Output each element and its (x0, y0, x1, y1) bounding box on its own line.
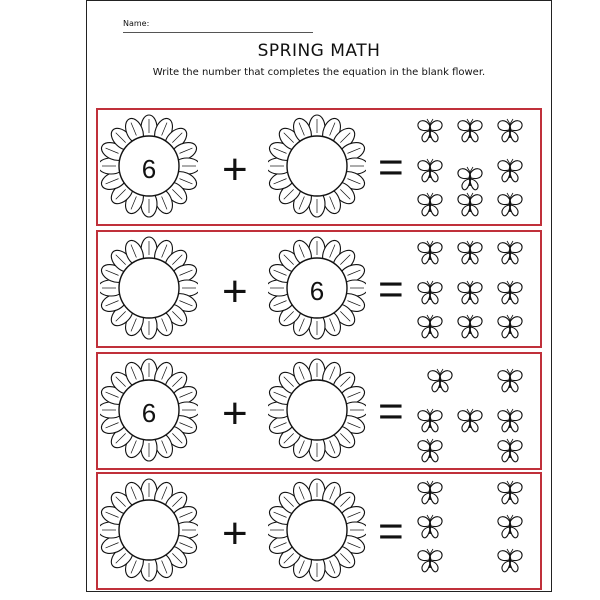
plus-sign: + (222, 509, 248, 558)
butterfly-icon (496, 548, 524, 574)
butterfly-icon (416, 514, 444, 540)
butterfly-icon (496, 438, 524, 464)
flower-number: 6 (141, 398, 157, 428)
problem-row-1 (96, 108, 542, 226)
butterfly-icon (496, 368, 524, 394)
equals-sign: = (378, 387, 404, 436)
butterfly-icon (416, 480, 444, 506)
butterfly-icon (456, 118, 484, 144)
butterfly-icon (416, 192, 444, 218)
flower-right (268, 232, 366, 348)
butterfly-icon (416, 280, 444, 306)
butterfly-icon (456, 240, 484, 266)
flower-right[interactable] (268, 354, 366, 470)
butterfly-icon (416, 314, 444, 340)
daisy-flower-icon (268, 474, 366, 590)
name-field[interactable] (123, 19, 313, 35)
butterfly-icon (496, 514, 524, 540)
flower-left (100, 110, 198, 226)
butterfly-icon (496, 192, 524, 218)
flower-left (100, 354, 198, 470)
daisy-flower-icon (100, 232, 198, 348)
butterfly-icon (416, 438, 444, 464)
equals-sign: = (378, 143, 404, 192)
problem-row-2 (96, 230, 542, 348)
worksheet-instructions: Write the number that completes the equation in the blank flower. (152, 67, 486, 78)
butterfly-icon (456, 192, 484, 218)
butterfly-icon (496, 118, 524, 144)
butterfly-icon (496, 408, 524, 434)
name-label: Name: (123, 19, 150, 28)
worksheet-title: SPRING MATH (257, 41, 381, 61)
butterfly-icon (416, 158, 444, 184)
daisy-flower-icon (268, 110, 366, 226)
plus-sign: + (222, 267, 248, 316)
butterfly-icon (496, 480, 524, 506)
butterfly-icon (456, 408, 484, 434)
daisy-flower-icon (100, 474, 198, 590)
flower-right[interactable] (268, 110, 366, 226)
butterfly-icon (496, 314, 524, 340)
butterfly-icon (496, 240, 524, 266)
flower-number: 6 (141, 154, 157, 184)
name-line (123, 32, 313, 33)
flower-left[interactable] (100, 232, 198, 348)
butterfly-icon (416, 548, 444, 574)
butterfly-icon (416, 408, 444, 434)
butterfly-icon (416, 118, 444, 144)
flower-number: 6 (309, 276, 325, 306)
plus-sign: + (222, 145, 248, 194)
equals-sign: = (378, 265, 404, 314)
daisy-flower-icon (268, 354, 366, 470)
flower-right[interactable] (268, 474, 366, 590)
problem-row-3 (96, 352, 542, 470)
butterfly-icon (456, 166, 484, 192)
plus-sign: + (222, 389, 248, 438)
equals-sign: = (378, 507, 404, 556)
flower-left[interactable] (100, 474, 198, 590)
butterfly-icon (496, 280, 524, 306)
butterfly-icon (496, 158, 524, 184)
butterfly-icon (456, 314, 484, 340)
butterfly-icon (426, 368, 454, 394)
butterfly-icon (416, 240, 444, 266)
butterfly-icon (456, 280, 484, 306)
problem-row-4 (96, 472, 542, 590)
